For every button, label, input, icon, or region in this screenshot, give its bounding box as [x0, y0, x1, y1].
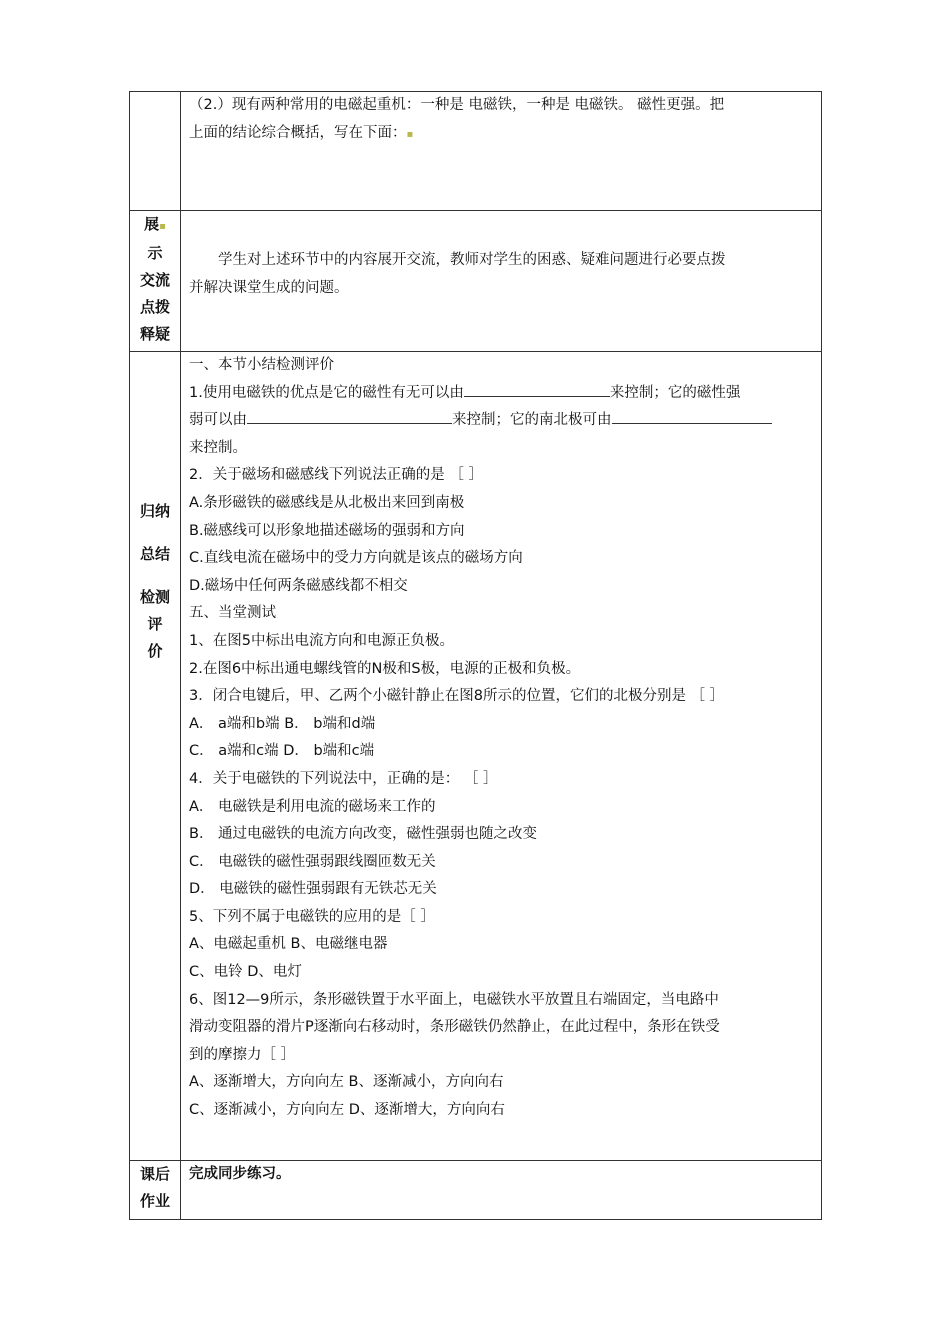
test-q6-line-3: 到的摩擦力［ ］ [189, 1046, 296, 1063]
row3-label-2: 总结 [139, 545, 170, 563]
row3-label-cell [130, 352, 181, 1161]
row3-label-4: 评 [147, 615, 163, 633]
row3-label-3: 检测 [139, 588, 170, 606]
test-q5-options-1: A、电磁起重机 B、电磁继电器 [189, 936, 388, 953]
row3-label-1: 归纳 [139, 502, 170, 520]
test-q4-option-c: C． 电磁铁的磁性强弱跟线圈匝数无关 [189, 853, 436, 870]
row3-gap-2 [130, 568, 180, 584]
row2-line-1: 学生对上述环节中的内容展开交流，教师对学生的困惑、疑难问题进行必要点拨 [218, 252, 726, 268]
test-q6-line-1: 6、图12—9所示，条形磁铁置于水平面上，电磁铁水平放置且右端固定，当电路中 [189, 991, 719, 1008]
test-q3-options-2: C． a端和c端 D． b端和c端 [189, 743, 375, 760]
row1-line-2: 上面的结论综合概括，写在下面：▪ [189, 124, 414, 141]
row2-label-1: 展▪ [144, 215, 166, 233]
test-q4-option-d: D． 电磁铁的磁性强弱跟有无铁芯无关 [189, 881, 437, 898]
row4-content-cell [181, 1161, 822, 1220]
test-q6-line-2: 滑动变阻器的滑片P逐渐向右移动时，条形磁铁仍然静止，在此过程中，条形在铁受 [189, 1019, 720, 1036]
q1-line-3: 来控制。 [189, 439, 247, 456]
test-q6-options-1: A、逐渐增大，方向向左 B、逐渐减小，方向向右 [189, 1074, 504, 1091]
row-exchange [130, 211, 822, 352]
row4-label-1: 课后 [139, 1165, 170, 1183]
row1-line-1: （2.）现有两种常用的电磁起重机：一种是 电磁铁，一种是 电磁铁。 磁性更强。把 [189, 97, 725, 113]
row1-label-cell [130, 92, 181, 211]
test-q3-options-1: A． a端和b端 B． b端和d端 [189, 715, 376, 732]
summary-heading: 一、本节小结检测评价 [189, 357, 334, 373]
q2-option-a: A.条形磁铁的磁感线是从北极出来回到南极 [189, 494, 465, 511]
scan-dot: ▪ [159, 221, 166, 232]
q2-option-d: D.磁场中任何两条磁感线都不相交 [189, 577, 408, 594]
scan-dot: ▪ [406, 128, 414, 140]
test-q5-options-2: C、电铃 D、电灯 [189, 964, 302, 981]
q2-option-b: B.磁感线可以形象地描述磁场的强弱和方向 [189, 522, 465, 539]
test-q4: 4．关于电磁铁的下列说法中，正确的是： ［ ］ [189, 770, 498, 787]
row-summary-test [130, 352, 822, 1161]
test-heading: 五、当堂测试 [189, 605, 276, 622]
q1-line-2: 弱可以由 来控制；它的南北极可由 [189, 407, 815, 435]
row2-label-cell [130, 211, 181, 352]
row2-label-5: 释疑 [139, 325, 170, 343]
q1-line-1: 1.使用电磁铁的优点是它的磁性有无可以由 来控制；它的磁性强 [189, 380, 815, 408]
row2-content-cell [181, 211, 822, 352]
q1-blank-2[interactable] [247, 408, 452, 424]
test-q2: 2.在图6中标出通电螺线管的N极和S极，电源的正极和负极。 [189, 660, 581, 677]
test-q4-option-a: A． 电磁铁是利用电流的磁场来工作的 [189, 798, 436, 815]
q2: 2．关于磁场和磁感线下列说法正确的是 ［ ］ [189, 467, 483, 484]
row4-label-2: 作业 [139, 1192, 170, 1210]
row2-label-2: 示 [147, 244, 163, 262]
row3-gap-1 [130, 525, 180, 541]
test-q4-option-b: B． 通过电磁铁的电流方向改变，磁性强弱也随之改变 [189, 826, 538, 843]
test-q1: 1、在图5中标出电流方向和电源正负极。 [189, 632, 454, 649]
row2-label-4: 点拨 [139, 298, 170, 316]
row-homework [130, 1161, 822, 1220]
row2-label-3: 交流 [139, 271, 170, 289]
row2-line-2: 并解决课堂生成的问题。 [189, 279, 349, 296]
test-q3: 3．闭合电键后，甲、乙两个小磁针静止在图8所示的位置，它们的北极分别是 ［ ］ [189, 688, 725, 705]
test-q5: 5、下列不属于电磁铁的应用的是［ ］ [189, 908, 435, 925]
homework-text: 完成同步练习。 [189, 1166, 291, 1182]
test-q6-options-2: C、逐渐减小，方向向左 D、逐渐增大，方向向右 [189, 1102, 505, 1119]
row3-content-cell [181, 352, 822, 1161]
row1-content-cell [181, 92, 822, 211]
row4-label-cell [130, 1161, 181, 1220]
q2-option-c: C.直线电流在磁场中的受力方向就是该点的磁场方向 [189, 550, 523, 567]
lesson-plan-table [129, 91, 822, 1220]
q1-blank-3[interactable] [612, 408, 772, 424]
row3-label-5: 价 [147, 642, 163, 660]
row-continued-question [130, 92, 822, 211]
q1-blank-1[interactable] [464, 381, 610, 397]
